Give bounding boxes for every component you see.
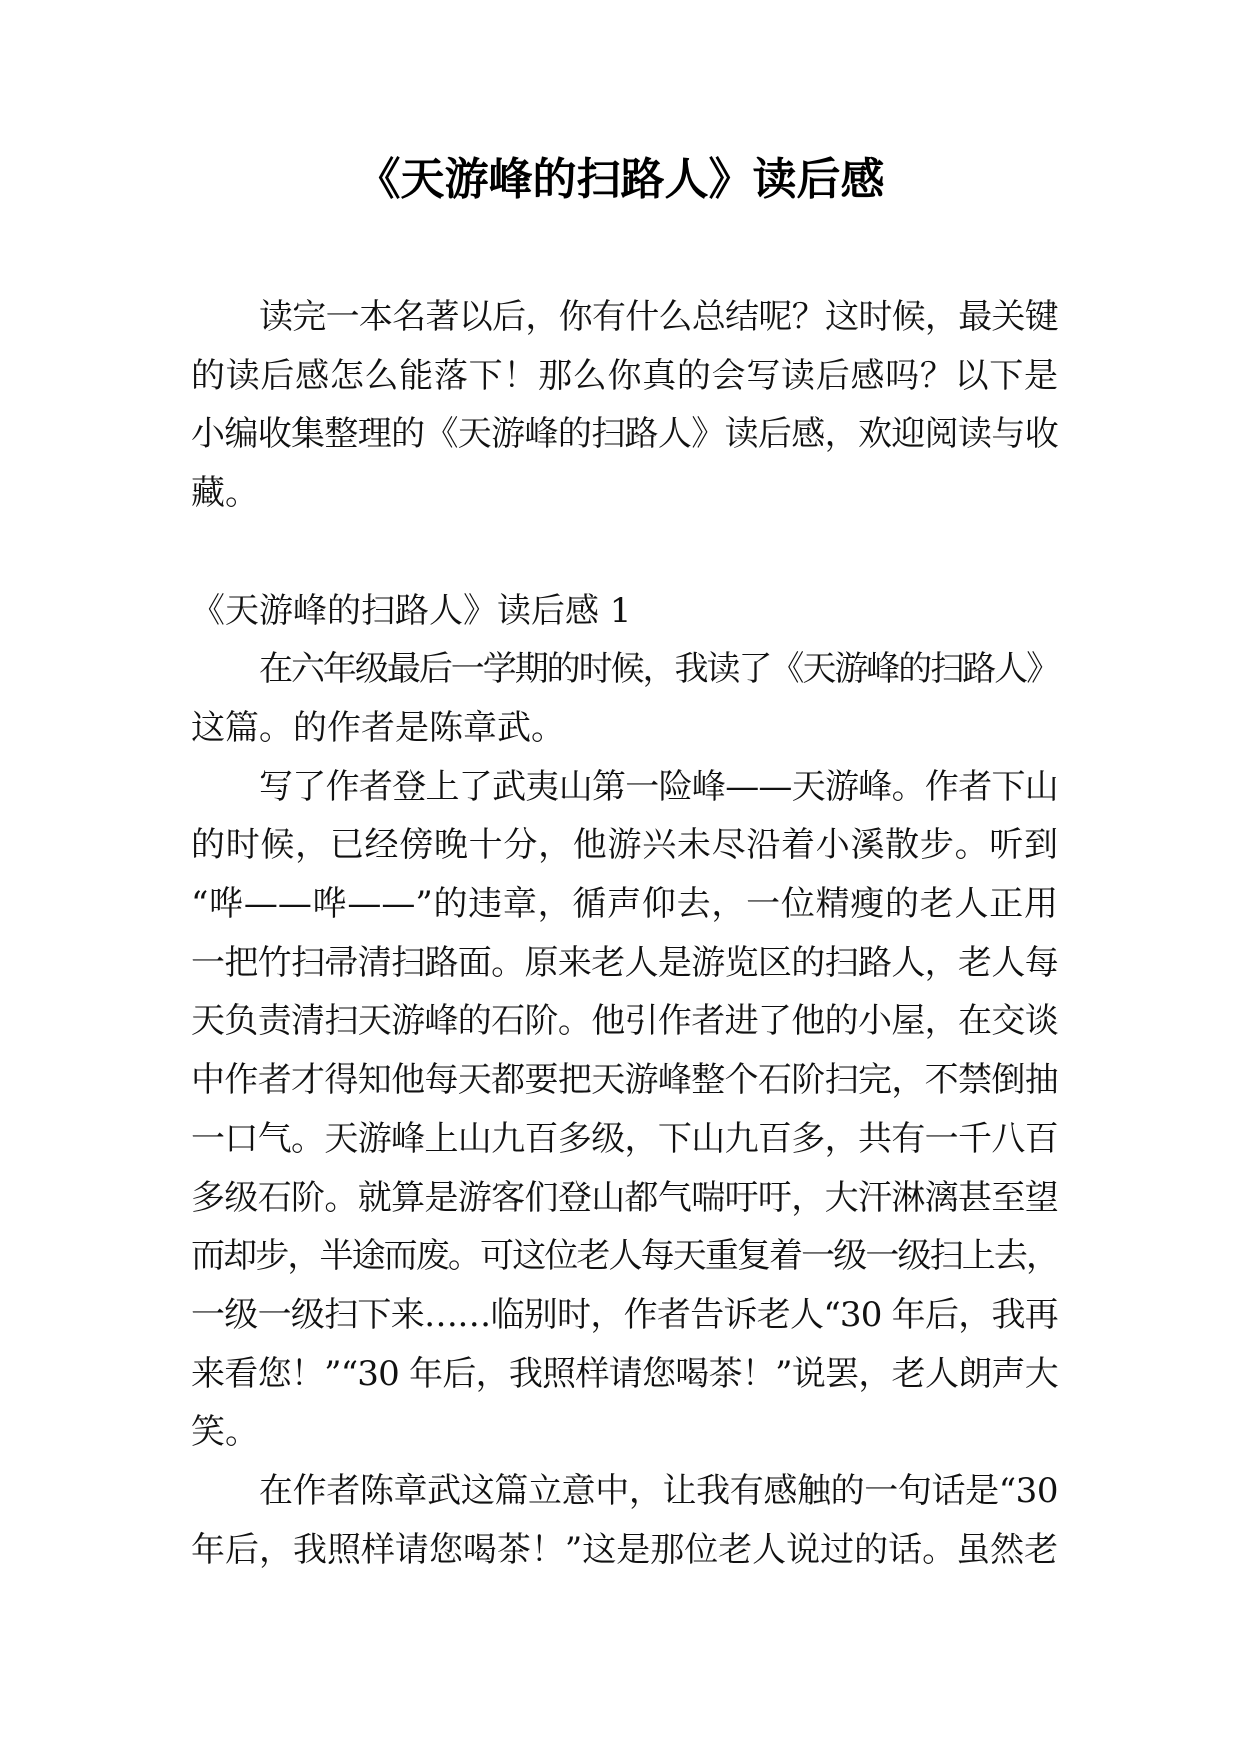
text-line: 来看您！”“30 年后，我照样请您喝茶！”说罢，老人朗声大 [191,1353,1058,1394]
text-line: 中作者才得知他每天都要把天游峰整个石阶扫完，不禁倒抽 [191,1060,1058,1101]
text-line: 天负责清扫天游峰的石阶。他引作者进了他的小屋，在交谈 [191,1001,1058,1042]
text-line: 读完一本名著以后，你有什么总结呢？这时候，最关键 [259,297,1058,337]
text-line: 而却步，半途而废。可这位老人每天重复着一级一级扫上去， [191,1236,1058,1277]
document-title: 《天游峰的扫路人》读后感 [356,154,885,205]
text-line: 小编收集整理的《天游峰的扫路人》读后感，欢迎阅读与收 [191,414,1058,455]
text-line: 写了作者登上了武夷山第一险峰——天游峰。作者下山 [259,766,1058,807]
text-line: 笑。 [191,1412,259,1453]
text-line: “哗——哗——”的违章，循声仰去，一位精瘦的老人正用 [191,884,1058,925]
document-body [191,288,1058,1579]
section-heading: 《天游峰的扫路人》读后感 1 [191,590,632,631]
text-line: 的时候，已经傍晚十分，他游兴未尽沿着小溪散步。听到 [191,825,1058,866]
body-paragraph [191,758,1058,1462]
text-line: 一把竹扫帚清扫路面。原来老人是游览区的扫路人，老人每 [191,942,1058,983]
text-line: 一口气。天游峰上山九百多级，下山九百多，共有一千八百 [191,1118,1058,1159]
text-line: 藏。 [191,473,259,514]
text-line: 的读后感怎么能落下！那么你真的会写读后感吗？以下是 [191,355,1058,396]
text-line: 这篇。的作者是陈章武。 [191,707,565,748]
body-paragraph [191,640,1058,757]
body-paragraph [191,1462,1058,1579]
text-line: 在作者陈章武这篇立意中，让我有感触的一句话是“30 [259,1471,1058,1512]
intro-paragraph [191,288,1058,523]
blank-line [191,523,1058,582]
text-line: 年后，我照样请您喝茶！”这是那位老人说过的话。虽然老 [191,1529,1058,1570]
text-line: 在六年级最后一学期的时候，我读了《天游峰的扫路人》 [259,649,1058,690]
text-line: 一级一级扫下来……临别时，作者告诉老人“30 年后，我再 [191,1294,1058,1335]
text-line: 多级石阶。就算是游客们登山都气喘吁吁，大汗淋漓甚至望 [191,1177,1058,1218]
